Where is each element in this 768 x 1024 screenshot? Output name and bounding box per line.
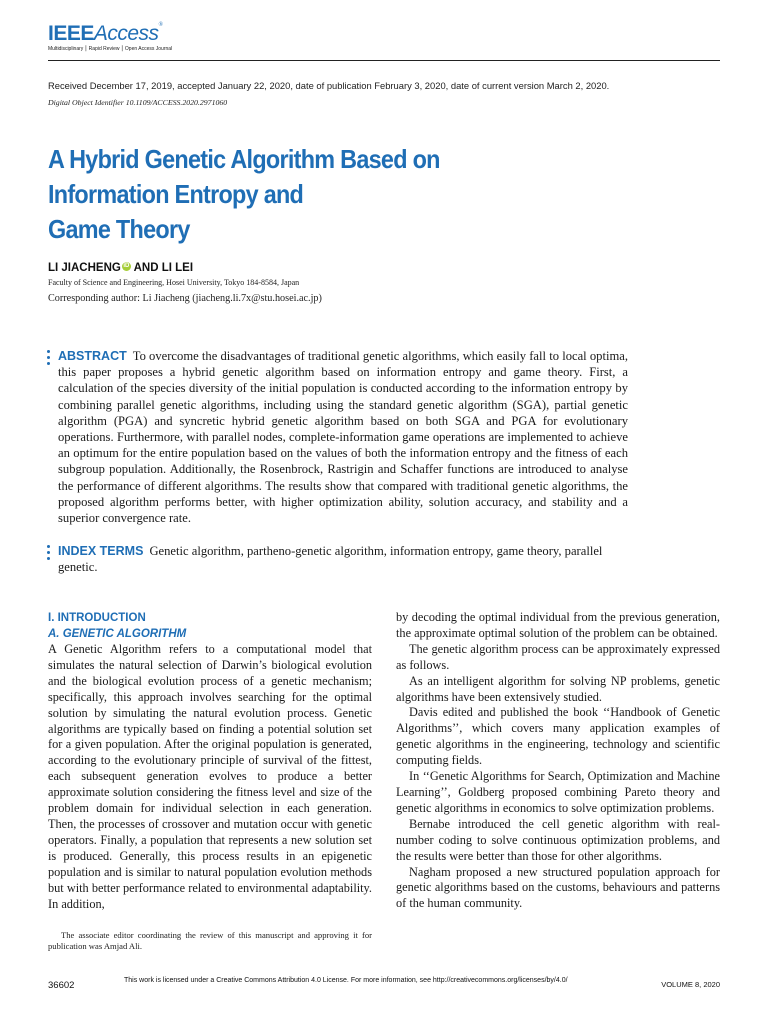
- orcid-icon[interactable]: iD: [123, 263, 130, 269]
- received-dates: Received December 17, 2019, accepted January 22, 2020, date of publication February 3, 2020, date of current version March 2, 2020.: [48, 80, 610, 91]
- logo-ieee-text: IEEE: [48, 22, 94, 45]
- paper-title: [48, 142, 588, 247]
- body-paragraph: by decoding the optimal individual from the previous generation, the approximate optimal solution of the problem can be obtained.: [396, 610, 720, 640]
- abstract-dots-icon: [47, 350, 51, 368]
- subsection-heading: A. GENETIC ALGORITHM: [48, 628, 187, 640]
- index-terms-dots-icon: [47, 545, 51, 563]
- header-divider: [48, 60, 720, 61]
- corresponding-author: Corresponding author: Li Jiacheng (jiacheng.li.7x@stu.hosei.ac.jp): [48, 293, 322, 304]
- page-number: 36602: [48, 980, 75, 991]
- abstract-label: ABSTRACT: [58, 349, 127, 363]
- title-line: Information Entropy and: [48, 179, 304, 209]
- index-terms-block: [58, 543, 628, 575]
- author-list: [48, 262, 193, 274]
- index-terms-label: INDEX TERMS: [58, 544, 144, 558]
- license-notice[interactable]: This work is licensed under a Creative Commons Attribution 4.0 License. For more information, see http://creativecommons.org/licenses/by/4.0/: [124, 977, 568, 984]
- volume-label: VOLUME 8, 2020: [661, 980, 720, 989]
- author-name: LI JIACHENG: [48, 262, 121, 274]
- abstract-block: [58, 348, 628, 526]
- editor-footnote: The associate editor coordinating the review of this manuscript and approving it for publication was Amjad Ali.: [48, 930, 372, 951]
- body-paragraph: The genetic algorithm process can be approximately expressed as follows.: [396, 641, 720, 672]
- logo-trademark: ®: [158, 22, 164, 28]
- author-name: AND LI LEI: [130, 262, 194, 274]
- body-paragraph: Davis edited and published the book ‘‘Handbook of Genetic Algorithms’’, which covers many application examples of genetic algorithms in the engineering, technology and scientific computing fields.: [396, 705, 720, 768]
- index-terms-text: Genetic algorithm, partheno-genetic algorithm, information entropy, game theory, parallel genetic.: [58, 544, 603, 575]
- body-paragraph: Bernabe introduced the cell genetic algorithm with real-number coding to solve continuous optimization problems, and the results were better than those for other algorithms.: [396, 816, 720, 863]
- logo-access-text: Access: [93, 22, 159, 45]
- right-column: [396, 610, 720, 912]
- doi-line: Digital Object Identifier 10.1109/ACCESS.2020.2971060: [48, 98, 228, 107]
- title-line: A Hybrid Genetic Algorithm Based on: [48, 144, 440, 174]
- body-paragraph: In ‘‘Genetic Algorithms for Search, Optimization and Machine Learning’’, Goldberg proposed combining Pareto theory and genetic algorithms in economics to solve optimization problems.: [396, 769, 720, 815]
- section-heading: I. INTRODUCTION: [48, 612, 146, 624]
- body-paragraph: As an intelligent algorithm for solving NP problems, genetic algorithms have been extensively studied.: [396, 673, 720, 704]
- affiliation: Faculty of Science and Engineering, Hosei University, Tokyo 184-8584, Japan: [48, 278, 300, 287]
- journal-tagline: Multidisciplinary ⎮ Rapid Review ⎮ Open Access Journal: [48, 46, 173, 52]
- body-paragraph: A Genetic Algorithm refers to a computational model that simulates the natural selection of Darwin’s biological evolution and the biological evolution process of a genetic mechanism; specifically, this approach involves searching for the optimal solution by simulating the natural evolution process. Genetic algorithms are typically based on finding a potential solution set for a given population. After the original population is generated, according to the evolutionary principle of survival of the fittest, each subsequent generation evolves to produce a better approximate solution considering the fitness level and size of the problem domain for individual selection in each generation. Then, the processes of crossover and mutation occur with genetic operators. Finally, a population that represents a new solution set is produced. Generally, this process results in an epigenetic population and is similar to natural population evolution methods but with better performance related to environmental adaptability. In addition,: [48, 642, 372, 911]
- abstract-text: To overcome the disadvantages of traditional genetic algorithms, which easily fall to local optima, this paper proposes a hybrid genetic algorithm based on information entropy and game theory. First, a calculation of the species diversity of the initial population is conducted according to the information entropy by combining parallel genetic algorithms, including using the standard genetic algorithm (SGA), partial genetic algorithm (PGA) and syncretic hybrid genetic algorithm based on both SGA and PGA for evolutionary operations. Furthermore, with parallel nodes, complete-information game operations are implemented to achieve an optimum for the entire population based on the values of both the information entropy and the fitness of each subgroup population. Additionally, the Rosenbrock, Rastrigin and Schaffer functions are introduced to analyse the performance of different algorithms. The results show that compared with traditional genetic algorithms, the proposed algorithm performs better, with higher optimization ability, solution accuracy, and stability and a superior convergence rate.: [58, 349, 628, 526]
- title-line: Game Theory: [48, 214, 190, 244]
- body-paragraph: Nagham proposed a new structured population approach for genetic algorithms based on the customs, behaviours and patterns of the human community.: [396, 864, 720, 911]
- journal-logo: [48, 22, 163, 46]
- left-column: [48, 610, 372, 912]
